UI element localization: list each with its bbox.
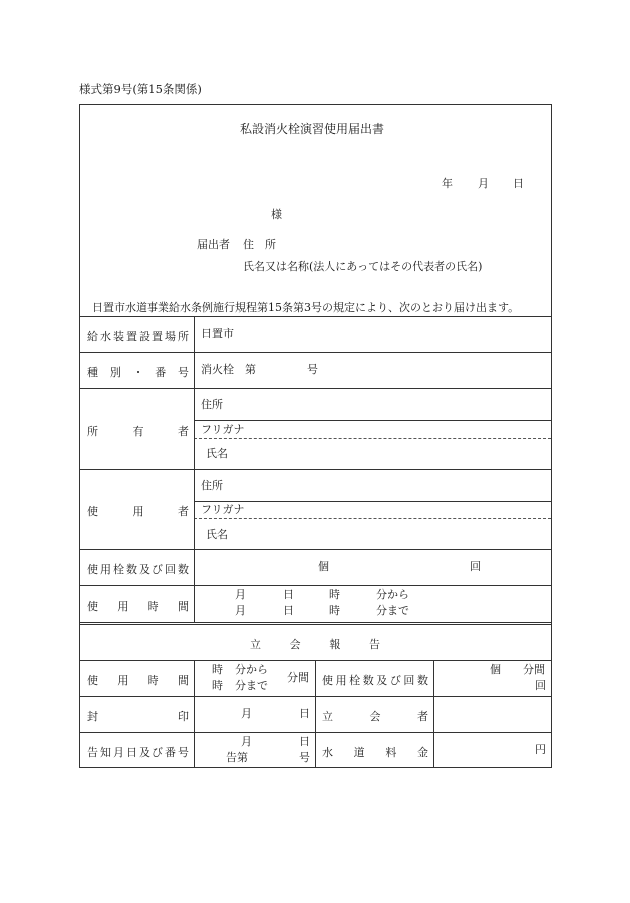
- usage-from-minute: 分から: [376, 588, 409, 601]
- usage-to-hour: 時: [329, 604, 340, 617]
- owner-name-label: 氏名: [206, 447, 228, 460]
- date-day-label: 日: [513, 177, 524, 190]
- addressee-suffix: 様: [271, 208, 282, 221]
- column-divider: [194, 660, 195, 767]
- report-hydrant-count-label: 使 用 栓 数 及 び 回 数: [322, 674, 428, 687]
- column-divider: [194, 316, 195, 622]
- usage-from-month: 月: [235, 588, 246, 601]
- applicant-name-label: 氏名又は名称(法人にあってはその代表者の氏名): [243, 260, 483, 273]
- rule: [80, 549, 551, 550]
- owner-furigana-label: フリガナ: [201, 423, 245, 436]
- rule: [80, 352, 551, 353]
- report-usage-hour-1: 時: [212, 663, 223, 676]
- notice-day: 日: [299, 735, 310, 748]
- hydrant-suffix: 号: [307, 363, 318, 376]
- column-divider: [433, 660, 434, 767]
- owner-address-label: 住所: [201, 398, 223, 411]
- notice-label: 告 知 月 日 及 び 番 号: [87, 746, 189, 759]
- witness-label: 立 会 者: [322, 710, 428, 723]
- rule: [194, 420, 551, 421]
- report-usage-time-label: 使 用 時 間: [87, 674, 189, 687]
- rule: [80, 388, 551, 389]
- form-number: 様式第9号(第15条関係): [79, 82, 202, 96]
- date-month-label: 月: [478, 177, 489, 190]
- applicant-label: 届出者: [197, 238, 230, 251]
- applicant-address-label: 住 所: [243, 238, 276, 251]
- rule: [80, 585, 551, 586]
- type-number-label: 種 別 ・ 番 号: [87, 366, 189, 379]
- rule: [80, 469, 551, 470]
- report-usage-minute-to: 分まで: [235, 679, 268, 692]
- rule: [80, 316, 551, 317]
- location-label: 給 水 装 置 設 置 場 所: [87, 330, 189, 343]
- location-value: 日置市: [201, 327, 234, 340]
- column-divider: [315, 660, 316, 767]
- user-address-label: 住所: [201, 479, 223, 492]
- usage-from-hour: 時: [329, 588, 340, 601]
- form-sheet: [79, 104, 552, 768]
- notice-month: 月: [241, 735, 252, 748]
- count-unit: 個: [318, 560, 329, 573]
- report-times-unit: 回: [535, 679, 546, 692]
- rule: [80, 622, 551, 623]
- seal-label: 封 印: [87, 710, 189, 723]
- seal-day: 日: [299, 707, 310, 720]
- report-usage-minutes-unit: 分間: [287, 671, 309, 684]
- report-usage-minute-from: 分から: [235, 663, 268, 676]
- usage-to-month: 月: [235, 604, 246, 617]
- user-furigana-label: フリガナ: [201, 503, 245, 516]
- hydrant-prefix: 消火栓 第: [201, 363, 256, 376]
- notice-number-prefix: 告第: [226, 751, 248, 764]
- owner-label: 所 有 者: [87, 425, 189, 438]
- report-title: 立 会 報 告: [250, 638, 380, 651]
- notice-number-suffix: 号: [299, 751, 310, 764]
- dashed-rule: [194, 438, 551, 439]
- statement-text: 日置市水道事業給水条例施行規程第15条第3号の規定により、次のとおり届け出ます。: [92, 301, 520, 314]
- form-title: 私設消火栓演習使用届出書: [240, 122, 385, 136]
- date-year-label: 年: [442, 177, 453, 190]
- dashed-rule: [194, 518, 551, 519]
- water-fee-unit: 円: [535, 743, 546, 756]
- usage-time-label: 使 用 時 間: [87, 600, 189, 613]
- report-minutes-unit: 分間: [523, 663, 545, 676]
- times-unit: 回: [470, 560, 481, 573]
- seal-month: 月: [241, 707, 252, 720]
- user-name-label: 氏名: [206, 528, 228, 541]
- usage-to-minute: 分まで: [376, 604, 409, 617]
- rule: [80, 624, 551, 625]
- hydrant-count-label: 使 用 栓 数 及 び 回 数: [87, 563, 189, 576]
- user-label: 使 用 者: [87, 505, 189, 518]
- water-fee-label: 水 道 料 金: [322, 746, 428, 759]
- usage-from-day: 日: [283, 588, 294, 601]
- rule: [194, 501, 551, 502]
- report-count-unit: 個: [490, 663, 501, 676]
- report-usage-hour-2: 時: [212, 679, 223, 692]
- usage-to-day: 日: [283, 604, 294, 617]
